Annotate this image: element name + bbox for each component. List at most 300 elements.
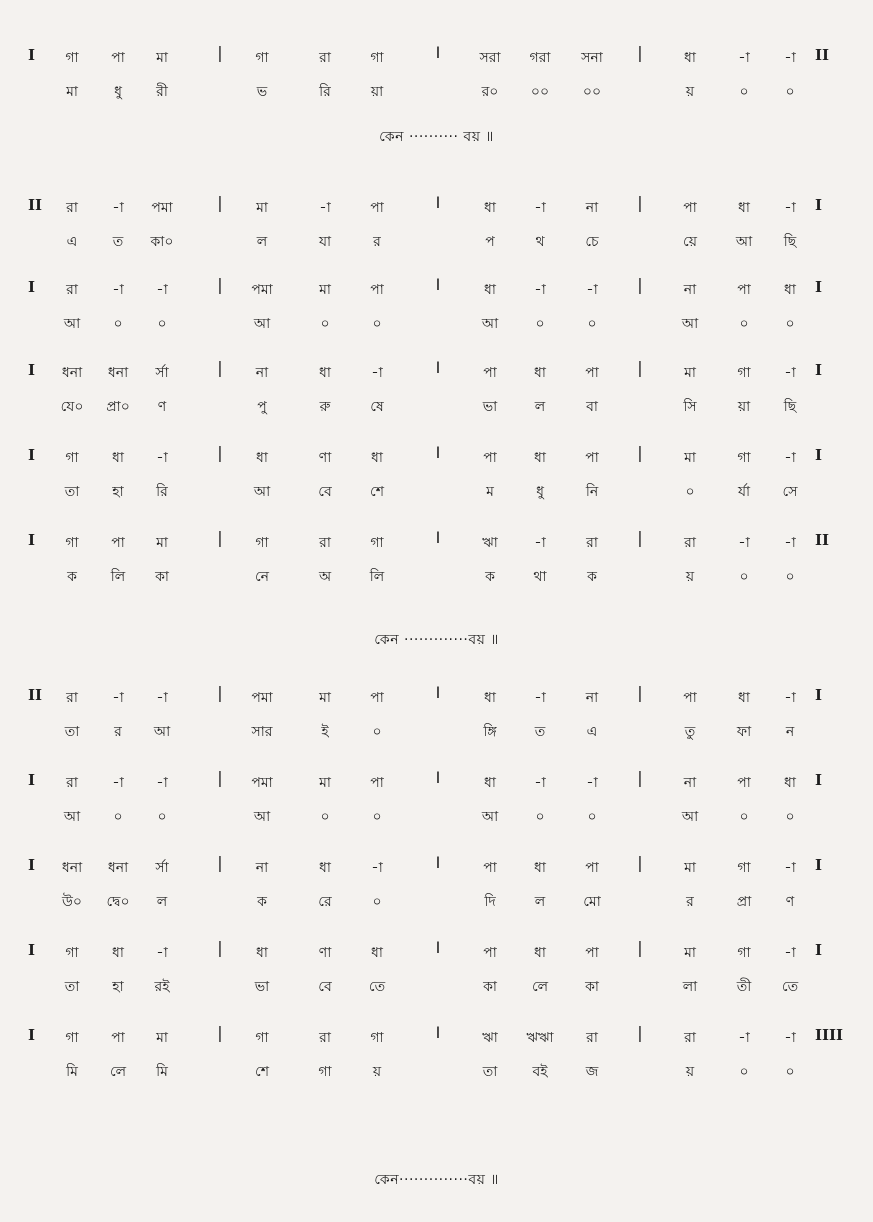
lyric-row xyxy=(0,557,873,591)
lyric-syllable: আ xyxy=(253,484,271,500)
lyric-syllable: প্রা xyxy=(736,894,752,910)
swara-note: ধা xyxy=(112,450,124,466)
swara-note: মা xyxy=(684,860,696,876)
lyric-syllable: ০ xyxy=(372,809,382,825)
swara-row xyxy=(0,355,873,389)
lyric-row xyxy=(0,222,873,256)
lyric-syllable: নে xyxy=(254,569,270,585)
lyric-syllable: ল xyxy=(534,894,546,910)
lyric-syllable: ০ xyxy=(372,894,382,910)
notation-block xyxy=(0,1020,873,1090)
lyric-syllable: রি xyxy=(156,484,168,500)
notation-block xyxy=(0,935,873,1005)
swara-note: ধনা xyxy=(61,365,83,381)
end-bar-marker: I xyxy=(815,278,823,296)
lyric-syllable: বে xyxy=(318,979,332,995)
lyric-syllable: তী xyxy=(736,979,752,995)
bar-line: | xyxy=(637,853,643,872)
lyric-syllable: ন xyxy=(785,724,795,740)
bar-line: | xyxy=(637,358,643,377)
lyric-syllable: র০ xyxy=(481,84,499,100)
swara-note: ধা xyxy=(484,200,496,216)
lyric-syllable: তে xyxy=(368,979,386,995)
bar-line: | xyxy=(217,528,223,547)
swara-note: -া xyxy=(534,200,546,216)
lyric-syllable: র xyxy=(114,724,122,740)
lyric-syllable: য়ে xyxy=(683,234,697,250)
lyric-syllable: ০ xyxy=(685,484,695,500)
lyric-syllable: ধু xyxy=(536,484,544,500)
lyric-syllable: রু xyxy=(319,399,331,415)
swara-note: রা xyxy=(319,1030,331,1046)
lyric-syllable: ০০ xyxy=(582,84,602,100)
lyric-syllable: ০ xyxy=(113,809,123,825)
swara-note: মা xyxy=(684,365,696,381)
lyric-syllable: ০০ xyxy=(530,84,550,100)
lyric-syllable: ০ xyxy=(113,316,123,332)
swara-note: -া xyxy=(784,450,796,466)
swara-note: ধা xyxy=(371,945,383,961)
swara-note: গা xyxy=(65,535,79,551)
lyric-syllable: থা xyxy=(533,569,547,585)
swara-note: সরা xyxy=(479,50,501,66)
swara-note: -া xyxy=(738,1030,750,1046)
lyric-syllable: প xyxy=(485,234,495,250)
swara-note: ধা xyxy=(256,450,268,466)
lyric-row xyxy=(0,472,873,506)
lyric-syllable: আ xyxy=(735,234,753,250)
swara-note: না xyxy=(255,365,269,381)
bar-line: I xyxy=(435,683,441,702)
swara-note: রা xyxy=(684,535,696,551)
swara-note: পমা xyxy=(251,282,273,298)
start-bar-marker: II xyxy=(28,686,43,704)
bar-line: I xyxy=(435,938,441,957)
swara-note: -া xyxy=(586,282,598,298)
lyric-syllable: ভা xyxy=(482,399,498,415)
lyric-syllable: য় xyxy=(685,569,695,585)
notation-block xyxy=(0,355,873,425)
lyric-row xyxy=(0,712,873,746)
lyric-syllable: মো xyxy=(583,894,601,910)
bar-line: I xyxy=(435,853,441,872)
swara-note: মা xyxy=(156,1030,168,1046)
swara-note: মা xyxy=(256,200,268,216)
swara-row xyxy=(0,680,873,714)
lyric-syllable: সার xyxy=(251,724,273,740)
lyric-syllable: ০ xyxy=(157,316,167,332)
bar-line: | xyxy=(637,1023,643,1042)
lyric-syllable: আ xyxy=(481,809,499,825)
lyric-syllable: ০ xyxy=(372,316,382,332)
swara-note: মা xyxy=(319,282,331,298)
swara-note: মা xyxy=(319,690,331,706)
swara-note: -া xyxy=(319,200,331,216)
bar-line: | xyxy=(637,275,643,294)
swara-note: পা xyxy=(585,945,599,961)
end-bar-marker: I xyxy=(815,446,823,464)
lyric-row xyxy=(0,1052,873,1086)
lyric-syllable: ক xyxy=(67,569,77,585)
lyric-syllable: মি xyxy=(66,1064,78,1080)
lyric-row xyxy=(0,387,873,421)
lyric-syllable: ০ xyxy=(785,84,795,100)
swara-note: রা xyxy=(66,775,78,791)
lyric-syllable: ০ xyxy=(785,316,795,332)
lyric-syllable: মা xyxy=(66,84,78,100)
lyric-syllable: ০ xyxy=(785,1064,795,1080)
swara-note: রা xyxy=(319,50,331,66)
lyric-syllable: আ xyxy=(481,316,499,332)
lyric-syllable: র xyxy=(686,894,694,910)
end-bar-marker: II xyxy=(815,46,830,64)
lyric-syllable: আ xyxy=(63,316,81,332)
refrain-line: কেন ·········· বয় ॥ xyxy=(379,129,494,145)
swara-note: ঋা xyxy=(482,535,498,551)
lyric-syllable: চে xyxy=(585,234,599,250)
lyric-syllable: দি xyxy=(484,894,496,910)
swara-row xyxy=(0,440,873,474)
swara-note: ধনা xyxy=(107,365,129,381)
swara-note: -া xyxy=(784,690,796,706)
lyric-syllable: ০ xyxy=(320,316,330,332)
swara-note: গা xyxy=(737,860,751,876)
lyric-syllable: লা xyxy=(682,979,698,995)
swara-note: পা xyxy=(683,690,697,706)
start-bar-marker: I xyxy=(28,771,36,789)
bar-line: I xyxy=(435,768,441,787)
lyric-syllable: ণ xyxy=(785,894,795,910)
swara-note: র্সা xyxy=(155,365,169,381)
swara-note: পা xyxy=(370,200,384,216)
lyric-syllable: মি xyxy=(156,1064,168,1080)
swara-row xyxy=(0,765,873,799)
start-bar-marker: I xyxy=(28,361,36,379)
lyric-syllable: আ xyxy=(681,316,699,332)
notation-block xyxy=(0,40,873,110)
lyric-syllable: ফা xyxy=(736,724,752,740)
swara-note: ধনা xyxy=(107,860,129,876)
start-bar-marker: I xyxy=(28,278,36,296)
lyric-syllable: কা xyxy=(483,979,497,995)
swara-note: -া xyxy=(784,860,796,876)
lyric-syllable: হা xyxy=(112,484,124,500)
swara-note: পা xyxy=(111,50,125,66)
bar-line: | xyxy=(637,528,643,547)
lyric-syllable: ধু xyxy=(114,84,122,100)
lyric-syllable: য়া xyxy=(370,84,384,100)
lyric-syllable: এ xyxy=(66,234,78,250)
swara-note: গা xyxy=(255,535,269,551)
bar-line: | xyxy=(637,443,643,462)
lyric-syllable: আ xyxy=(253,809,271,825)
swara-note: ধা xyxy=(534,860,546,876)
swara-note: -া xyxy=(784,535,796,551)
lyric-syllable: ভ xyxy=(256,84,268,100)
lyric-syllable: ক xyxy=(587,569,597,585)
swara-note: পা xyxy=(737,282,751,298)
swara-note: -া xyxy=(534,535,546,551)
swara-note: রা xyxy=(586,535,598,551)
notation-block xyxy=(0,440,873,510)
end-bar-marker: I xyxy=(815,686,823,704)
swara-note: ধা xyxy=(534,945,546,961)
lyric-syllable: তা xyxy=(64,979,80,995)
swara-note: ধা xyxy=(738,690,750,706)
swara-row xyxy=(0,1020,873,1054)
swara-note: -া xyxy=(738,535,750,551)
swara-note: -া xyxy=(112,690,124,706)
refrain-line: কেন··············বয় ॥ xyxy=(374,1172,499,1188)
bar-line: | xyxy=(217,358,223,377)
swara-note: গা xyxy=(255,1030,269,1046)
lyric-syllable: ০ xyxy=(157,809,167,825)
lyric-syllable: ০ xyxy=(739,316,749,332)
lyric-row xyxy=(0,882,873,916)
swara-note: গা xyxy=(370,1030,384,1046)
swara-note: রা xyxy=(684,1030,696,1046)
swara-note: পা xyxy=(111,535,125,551)
lyric-syllable: হা xyxy=(112,979,124,995)
lyric-syllable: শে xyxy=(370,484,384,500)
lyric-syllable: আ xyxy=(253,316,271,332)
swara-note: মা xyxy=(684,945,696,961)
lyric-syllable: যে০ xyxy=(60,399,84,415)
lyric-syllable: তে xyxy=(781,979,799,995)
swara-note: -া xyxy=(784,945,796,961)
swara-note: র্সা xyxy=(155,860,169,876)
swara-note: ধা xyxy=(738,200,750,216)
swara-note: -া xyxy=(784,365,796,381)
swara-note: পা xyxy=(111,1030,125,1046)
lyric-syllable: র্যা xyxy=(737,484,751,500)
bar-line: I xyxy=(435,443,441,462)
end-bar-marker: IIII xyxy=(815,1026,844,1044)
lyric-syllable: কা xyxy=(585,979,599,995)
lyric-syllable: আ xyxy=(63,809,81,825)
notation-block xyxy=(0,765,873,835)
lyric-syllable: দ্বে০ xyxy=(106,894,130,910)
lyric-syllable: তু xyxy=(684,724,696,740)
swara-note: -া xyxy=(738,50,750,66)
swara-row xyxy=(0,190,873,224)
end-bar-marker: I xyxy=(815,361,823,379)
bar-line: | xyxy=(217,443,223,462)
swara-note: পা xyxy=(585,860,599,876)
swara-note: -া xyxy=(534,282,546,298)
swara-note: গা xyxy=(65,1030,79,1046)
bar-line: | xyxy=(217,768,223,787)
lyric-syllable: আ xyxy=(153,724,171,740)
swara-note: পা xyxy=(370,775,384,791)
end-bar-marker: I xyxy=(815,941,823,959)
swara-note: ধা xyxy=(534,450,546,466)
swara-note: গা xyxy=(65,450,79,466)
swara-note: ধা xyxy=(319,365,331,381)
bar-line: | xyxy=(217,938,223,957)
lyric-syllable: রই xyxy=(154,979,170,995)
bar-line: | xyxy=(637,683,643,702)
swara-note: পা xyxy=(683,200,697,216)
swara-note: রা xyxy=(66,282,78,298)
lyric-syllable: ল xyxy=(534,399,546,415)
bar-line: | xyxy=(217,853,223,872)
swara-note: মা xyxy=(684,450,696,466)
notation-block xyxy=(0,850,873,920)
swara-note: পা xyxy=(483,945,497,961)
lyric-syllable: ছি xyxy=(783,399,797,415)
lyric-syllable: সে xyxy=(782,484,798,500)
lyric-syllable: রি xyxy=(319,84,331,100)
lyric-row xyxy=(0,304,873,338)
swara-note: -া xyxy=(156,945,168,961)
lyric-syllable: য়া xyxy=(737,399,751,415)
swara-note: গা xyxy=(255,50,269,66)
lyric-syllable: উ০ xyxy=(61,894,83,910)
start-bar-marker: I xyxy=(28,446,36,464)
swara-note: ধা xyxy=(484,690,496,706)
swara-note: না xyxy=(255,860,269,876)
swara-note: পমা xyxy=(151,200,173,216)
start-bar-marker: I xyxy=(28,1026,36,1044)
lyric-syllable: য় xyxy=(685,1064,695,1080)
lyric-syllable: র xyxy=(373,234,381,250)
swara-note: ধনা xyxy=(61,860,83,876)
start-bar-marker: I xyxy=(28,531,36,549)
swara-note: ণা xyxy=(318,450,332,466)
swara-note: মা xyxy=(319,775,331,791)
swara-note: -া xyxy=(586,775,598,791)
swara-note: পা xyxy=(483,860,497,876)
swara-note: রা xyxy=(66,200,78,216)
swara-note: পা xyxy=(370,690,384,706)
lyric-syllable: ০ xyxy=(739,1064,749,1080)
lyric-syllable: ছি xyxy=(783,234,797,250)
swara-note: -া xyxy=(784,200,796,216)
lyric-syllable: লি xyxy=(369,569,385,585)
swara-note: গা xyxy=(737,945,751,961)
lyric-syllable: ণ xyxy=(157,399,167,415)
swara-note: ধা xyxy=(784,282,796,298)
lyric-syllable: ষে xyxy=(370,399,384,415)
swara-note: ধা xyxy=(256,945,268,961)
bar-line: | xyxy=(637,193,643,212)
bar-line: I xyxy=(435,193,441,212)
swara-note: পা xyxy=(585,365,599,381)
lyric-row xyxy=(0,967,873,1001)
lyric-syllable: ০ xyxy=(535,809,545,825)
lyric-syllable: ০ xyxy=(320,809,330,825)
bar-line: | xyxy=(217,275,223,294)
swara-row xyxy=(0,525,873,559)
swara-note: ধা xyxy=(484,282,496,298)
end-bar-marker: I xyxy=(815,856,823,874)
lyric-syllable: ক xyxy=(257,894,267,910)
lyric-syllable: বই xyxy=(532,1064,548,1080)
lyric-syllable: ই xyxy=(321,724,329,740)
lyric-syllable: যা xyxy=(318,234,332,250)
notation-block xyxy=(0,525,873,595)
swara-note: গা xyxy=(370,50,384,66)
swara-row xyxy=(0,40,873,74)
lyric-syllable: ০ xyxy=(785,569,795,585)
swara-note: ধা xyxy=(484,775,496,791)
bar-line: I xyxy=(435,43,441,62)
swara-note: -া xyxy=(534,775,546,791)
swara-note: ধা xyxy=(371,450,383,466)
lyric-syllable: ০ xyxy=(535,316,545,332)
swara-note: পা xyxy=(370,282,384,298)
bar-line: | xyxy=(217,193,223,212)
lyric-syllable: লি xyxy=(110,569,126,585)
lyric-syllable: অ xyxy=(318,569,332,585)
lyric-syllable: ০ xyxy=(739,84,749,100)
swara-note: গা xyxy=(65,945,79,961)
lyric-syllable: ০ xyxy=(739,809,749,825)
lyric-syllable: রী xyxy=(156,84,168,100)
swara-note: ধা xyxy=(684,50,696,66)
bar-line: I xyxy=(435,358,441,377)
start-bar-marker: II xyxy=(28,196,43,214)
lyric-syllable: পু xyxy=(257,399,267,415)
swara-note: গরা xyxy=(529,50,551,66)
lyric-syllable: ঙ্গি xyxy=(483,724,497,740)
swara-note: -া xyxy=(156,282,168,298)
lyric-syllable: ত xyxy=(112,234,124,250)
swara-note: পা xyxy=(483,365,497,381)
lyric-syllable: ল xyxy=(156,894,168,910)
swara-note: -া xyxy=(156,450,168,466)
swara-note: -া xyxy=(371,860,383,876)
notation-block xyxy=(0,190,873,260)
lyric-syllable: কা xyxy=(155,569,169,585)
notation-block xyxy=(0,680,873,750)
swara-note: ধা xyxy=(784,775,796,791)
swara-note: পমা xyxy=(251,690,273,706)
bar-line: | xyxy=(637,43,643,62)
swara-note: গা xyxy=(370,535,384,551)
start-bar-marker: I xyxy=(28,46,36,64)
lyric-syllable: ০ xyxy=(739,569,749,585)
swara-note: ধা xyxy=(319,860,331,876)
lyric-syllable: এ xyxy=(586,724,598,740)
refrain-line: কেন ·············বয় ॥ xyxy=(374,632,499,648)
lyric-syllable: ভা xyxy=(254,979,270,995)
swara-note: রা xyxy=(66,690,78,706)
swara-note: মা xyxy=(156,535,168,551)
swara-row xyxy=(0,272,873,306)
lyric-row xyxy=(0,72,873,106)
swara-note: -া xyxy=(112,282,124,298)
swara-note: পা xyxy=(737,775,751,791)
swara-note: পমা xyxy=(251,775,273,791)
swara-note: গা xyxy=(737,450,751,466)
bar-line: | xyxy=(637,938,643,957)
swara-note: না xyxy=(585,690,599,706)
lyric-syllable: তা xyxy=(482,1064,498,1080)
swara-note: ধা xyxy=(534,365,546,381)
bar-line: I xyxy=(435,1023,441,1042)
lyric-syllable: তা xyxy=(64,724,80,740)
end-bar-marker: I xyxy=(815,196,823,214)
swara-row xyxy=(0,935,873,969)
swara-note: রা xyxy=(586,1030,598,1046)
start-bar-marker: I xyxy=(28,941,36,959)
lyric-syllable: শে xyxy=(255,1064,269,1080)
lyric-syllable: ০ xyxy=(785,809,795,825)
lyric-syllable: বা xyxy=(586,399,598,415)
start-bar-marker: I xyxy=(28,856,36,874)
